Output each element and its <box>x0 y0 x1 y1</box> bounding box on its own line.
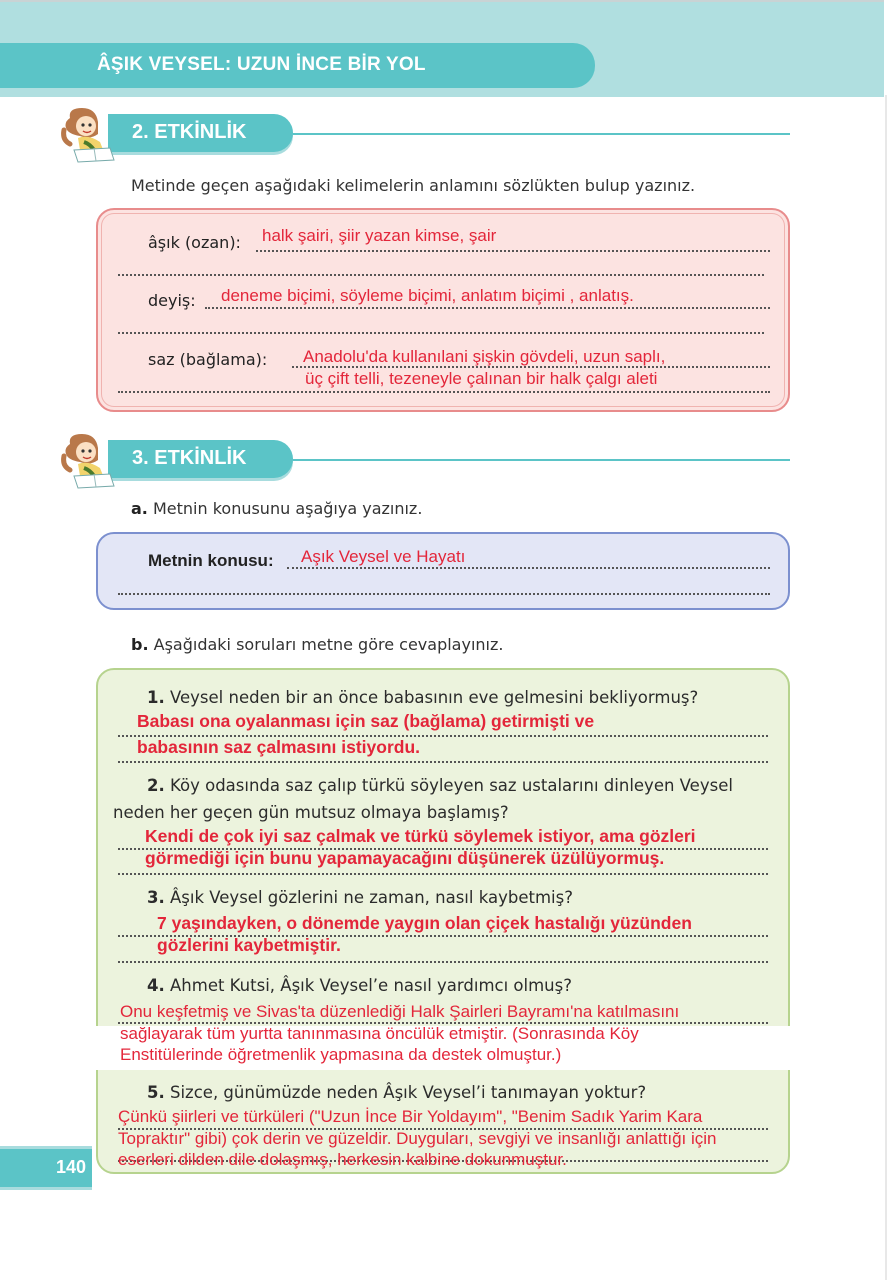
answer-5-line1[interactable]: Çünkü şiirleri ve türküleri ("Uzun İnce Bir Yoldayım", "Benim Sadık Yarim Kara <box>118 1107 703 1126</box>
girl-writing-mascot-icon <box>60 430 122 492</box>
page-number: 140 <box>55 1157 86 1177</box>
part-b-instruction <box>131 635 503 654</box>
topic-answer[interactable]: Aşık Veysel ve Hayatı <box>301 547 466 566</box>
answer-2-line1[interactable]: Kendi de çok iyi saz çalmak ve türkü söylemek istiyor, ama gözleri <box>145 826 696 846</box>
answer-3-line2[interactable]: gözlerini kaybetmiştir. <box>157 935 341 955</box>
question-2-line1: 2. Köy odasında saz çalıp türkü söyleyen saz ustalarını dinleyen Veysel <box>147 776 733 795</box>
part-a-letter: a. <box>131 499 148 518</box>
question-1: 1. Veysel neden bir an önce babasının eve gelmesini bekliyormuş? <box>147 688 699 707</box>
answer-line <box>287 567 770 569</box>
chapter-title-banner <box>0 43 595 88</box>
answer-line <box>118 274 764 276</box>
part-a-instruction <box>131 499 422 518</box>
answer-3-line1[interactable]: 7 yaşındayken, o dönemde yaygın olan çiçek hastalığı yüzünden <box>157 913 692 933</box>
question-2-line2: neden her geçen gün mutsuz olmaya başlamış? <box>113 803 509 822</box>
part-a-text: Metnin konusunu aşağıya yazınız. <box>152 499 423 518</box>
activity2-header <box>60 104 795 164</box>
answer-line <box>205 307 770 309</box>
answer-4-line3[interactable]: Enstitülerinde öğretmenlik yapmasına da destek olmuştur.) <box>120 1045 562 1064</box>
activity3-title-pill <box>108 440 293 478</box>
answer-4-line2[interactable]: sağlayarak tüm yurtta tanınmasına öncülük etmiştir. (Sonrasında Köy <box>120 1024 639 1043</box>
header-rule <box>280 459 790 461</box>
term-asik-label: âşık (ozan): <box>148 233 241 252</box>
answer-line <box>118 761 768 763</box>
activity3-title: 3. ETKİNLİK <box>132 447 247 469</box>
term-saz-answer-line2[interactable]: üç çift telli, tezeneyle çalınan bir halk çalgı aleti <box>305 369 658 388</box>
activity2-instruction: Metinde geçen aşağıdaki kelimelerin anlamını sözlükten bulup yazınız. <box>131 176 696 195</box>
answer-5-line2[interactable]: Topraktır" gibi) çok derin ve güzeldir. Duyguları, sevgiyi ve insanlığı anlattığı için <box>118 1129 717 1148</box>
question-5: 5. Sizce, günümüzde neden Âşık Veysel’i tanımayan yoktur? <box>147 1083 647 1102</box>
answer-line <box>118 961 768 963</box>
part-b-text: Aşağıdaki soruları metne göre cevaplayınız. <box>153 635 504 654</box>
answer-2-line2[interactable]: görmediği için bunu yapamayacağını düşünerek üzülüyormuş. <box>145 848 665 868</box>
term-deyis-label: deyiş: <box>148 291 196 310</box>
page-number-tab <box>0 1146 92 1190</box>
answer-line <box>118 391 770 393</box>
answer-line <box>118 332 764 334</box>
answer-1-line1[interactable]: Babası ona oyalanması için saz (bağlama) getirmişti ve <box>137 711 595 731</box>
answer-1-line2[interactable]: babasının saz çalmasını istiyordu. <box>137 737 421 757</box>
activity3-header <box>60 430 795 490</box>
term-saz-label: saz (bağlama): <box>148 350 268 369</box>
page-edge <box>885 95 887 1280</box>
term-asik-answer[interactable]: halk şairi, şiir yazan kimse, şair <box>262 226 497 245</box>
topic-box <box>96 532 790 610</box>
answer-line <box>118 593 770 595</box>
activity2-title-pill <box>108 114 293 152</box>
term-deyis-answer[interactable]: deneme biçimi, söyleme biçimi, anlatım biçimi , anlatış. <box>221 286 634 305</box>
question-3: 3. Âşık Veysel gözlerini ne zaman, nasıl kaybetmiş? <box>147 888 573 907</box>
header-rule <box>280 133 790 135</box>
answer-4-line1[interactable]: Onu keşfetmiş ve Sivas'ta düzenlediği Halk Şairleri Bayramı'na katılmasını <box>120 1002 680 1021</box>
question-4: 4. Ahmet Kutsi, Âşık Veysel’e nasıl yardımcı olmuş? <box>147 976 572 995</box>
girl-writing-mascot-icon <box>60 104 122 166</box>
term-saz-answer-line1[interactable]: Anadolu'da kullanılani şişkin gövdeli, uzun saplı, <box>303 347 666 366</box>
activity2-title: 2. ETKİNLİK <box>132 121 247 143</box>
chapter-title: ÂŞIK VEYSEL: UZUN İNCE BİR YOL <box>97 54 426 75</box>
topic-label: Metnin konusu: <box>148 551 274 570</box>
answer-line <box>256 250 770 252</box>
part-b-letter: b. <box>131 635 149 654</box>
answer-5-line3[interactable]: eserleri dilden dile dolaşmış, herkesin kalbine dokunmuştur. <box>118 1150 567 1169</box>
answer-line <box>118 873 768 875</box>
